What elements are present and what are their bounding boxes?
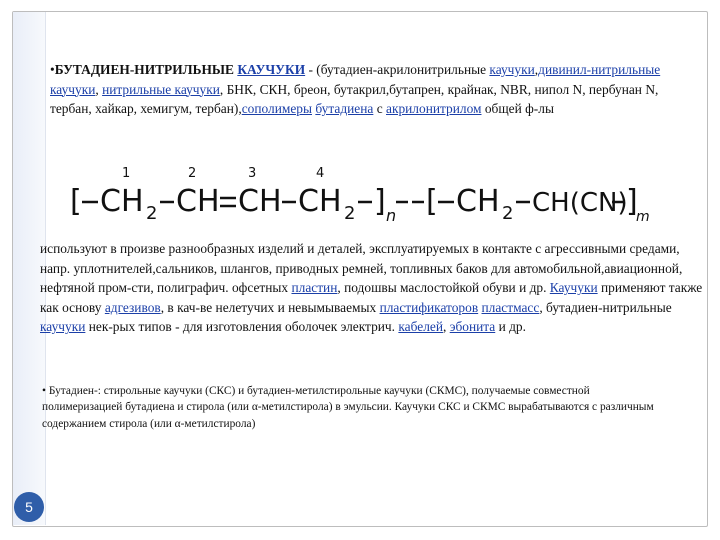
formula-bracket-close-1: ] bbox=[374, 184, 386, 219]
text-segment: , bbox=[95, 81, 103, 97]
formula-group-ch-cn: CH(CN) bbox=[532, 188, 628, 218]
link-kabelej[interactable]: кабелей bbox=[398, 319, 443, 335]
bullet-paragraph-definition bbox=[50, 60, 690, 119]
link-kauchuki-2[interactable]: Каучуки bbox=[549, 280, 598, 296]
text-segment: нек-рых типов - для изготовления оболочек электрич. bbox=[85, 319, 399, 335]
text-segment: общей ф-лы bbox=[481, 101, 554, 117]
formula-atom-number-1: 1 bbox=[122, 166, 131, 181]
formula-bracket-open-1: [ bbox=[70, 184, 82, 219]
formula-group-ch-b: CH bbox=[176, 184, 220, 219]
formula-subscript-2: 2 bbox=[146, 203, 158, 224]
link-divinil-nitrilnye[interactable]: дивинил-нитрильные каучуки bbox=[50, 62, 661, 97]
formula-atom-number-4: 4 bbox=[316, 166, 325, 181]
link-adgezivov[interactable]: адгезивов bbox=[104, 299, 161, 315]
page-number-badge: 5 bbox=[14, 492, 44, 522]
paragraph-applications bbox=[40, 239, 705, 337]
formula-subscript-2: 2 bbox=[502, 203, 514, 224]
text-segment: , БНК, СКН, бреон, бутакрил,бутапрен, крайнак, NBR, нипол N, пербунан N, тербан, хайкар, хемигум, тербан), bbox=[50, 81, 659, 117]
link-kauchuki[interactable]: каучуки bbox=[489, 62, 535, 77]
formula-index-n: n bbox=[386, 206, 397, 225]
link-nitrilnye-kauchuki[interactable]: нитрильные каучуки bbox=[102, 81, 220, 97]
link-akrilonitrilom[interactable]: акрилонитрилом bbox=[386, 101, 482, 117]
formula-bracket-close-2: ] bbox=[626, 184, 638, 219]
text-segment: и др. bbox=[495, 319, 526, 335]
formula-bracket-open-2: [ bbox=[426, 184, 438, 219]
text-segment: , бутадиен-нитрильные bbox=[539, 299, 672, 315]
text-segment: с bbox=[373, 101, 386, 117]
structural-formula bbox=[70, 165, 650, 227]
text-segment: используют в произве разнообразных изделий и деталей, эксплуатируемых в контакте с агрессивными средами, напр. уплотнителей,сальников, шлангов, приводных ремней, топливных баков для автомобильной,авиационной, нефтяной пром-сти, полиграфич. офсетных bbox=[40, 241, 683, 296]
formula-atom-number-3: 3 bbox=[248, 166, 257, 181]
text-segment: , подошвы маслостойкой обуви и др. bbox=[337, 280, 550, 296]
formula-group-ch2-a: CH bbox=[100, 184, 144, 219]
text-segment: , bbox=[443, 319, 450, 335]
bullet-marker: • bbox=[50, 62, 55, 77]
link-plastin[interactable]: пластин bbox=[291, 280, 338, 296]
heading-text: БУТАДИЕН-НИТРИЛЬНЫЕ bbox=[54, 62, 238, 77]
link-butadiena[interactable]: бутадиена bbox=[315, 101, 374, 117]
formula-group-ch2-e: CH bbox=[456, 184, 500, 219]
text-segment: , в кач-ве нелетучих и невымываемых bbox=[160, 299, 380, 315]
formula-group-ch2-d: CH bbox=[298, 184, 342, 219]
formula-group-ch-c: CH bbox=[238, 184, 282, 219]
text-segment: , bbox=[534, 62, 539, 77]
formula-subscript-2: 2 bbox=[344, 203, 356, 224]
text-segment: - (бутадиен-акрилонитрильные bbox=[305, 62, 490, 77]
link-ebonita[interactable]: эбонита bbox=[449, 319, 496, 335]
link-kauchuki-3[interactable]: каучуки bbox=[40, 319, 86, 335]
bullet-paragraph-styrene-rubbers: • Бутадиен-: стирольные каучуки (СКС) и бутадиен-метилстирольные каучуки (СКМС), получаемые совместной полимеризацией бутадиена и стирола (или α-метилстирола) в эмульсии. Каучуки СКС и СКМС вырабатываются с различным содержанием стирола (или α-метилстирола) bbox=[42, 385, 654, 430]
formula-atom-number-2: 2 bbox=[188, 166, 197, 181]
link-sopolimery[interactable]: сополимеры bbox=[241, 101, 312, 117]
formula-index-m: m bbox=[636, 209, 650, 225]
link-plastmass[interactable]: пластмасс bbox=[481, 299, 540, 315]
text-segment: применяют также как основу bbox=[40, 280, 703, 315]
link-plastifikatorov[interactable]: пластификаторов bbox=[379, 299, 479, 315]
link-kauchuki-heading[interactable]: КАУЧУКИ bbox=[237, 62, 306, 77]
